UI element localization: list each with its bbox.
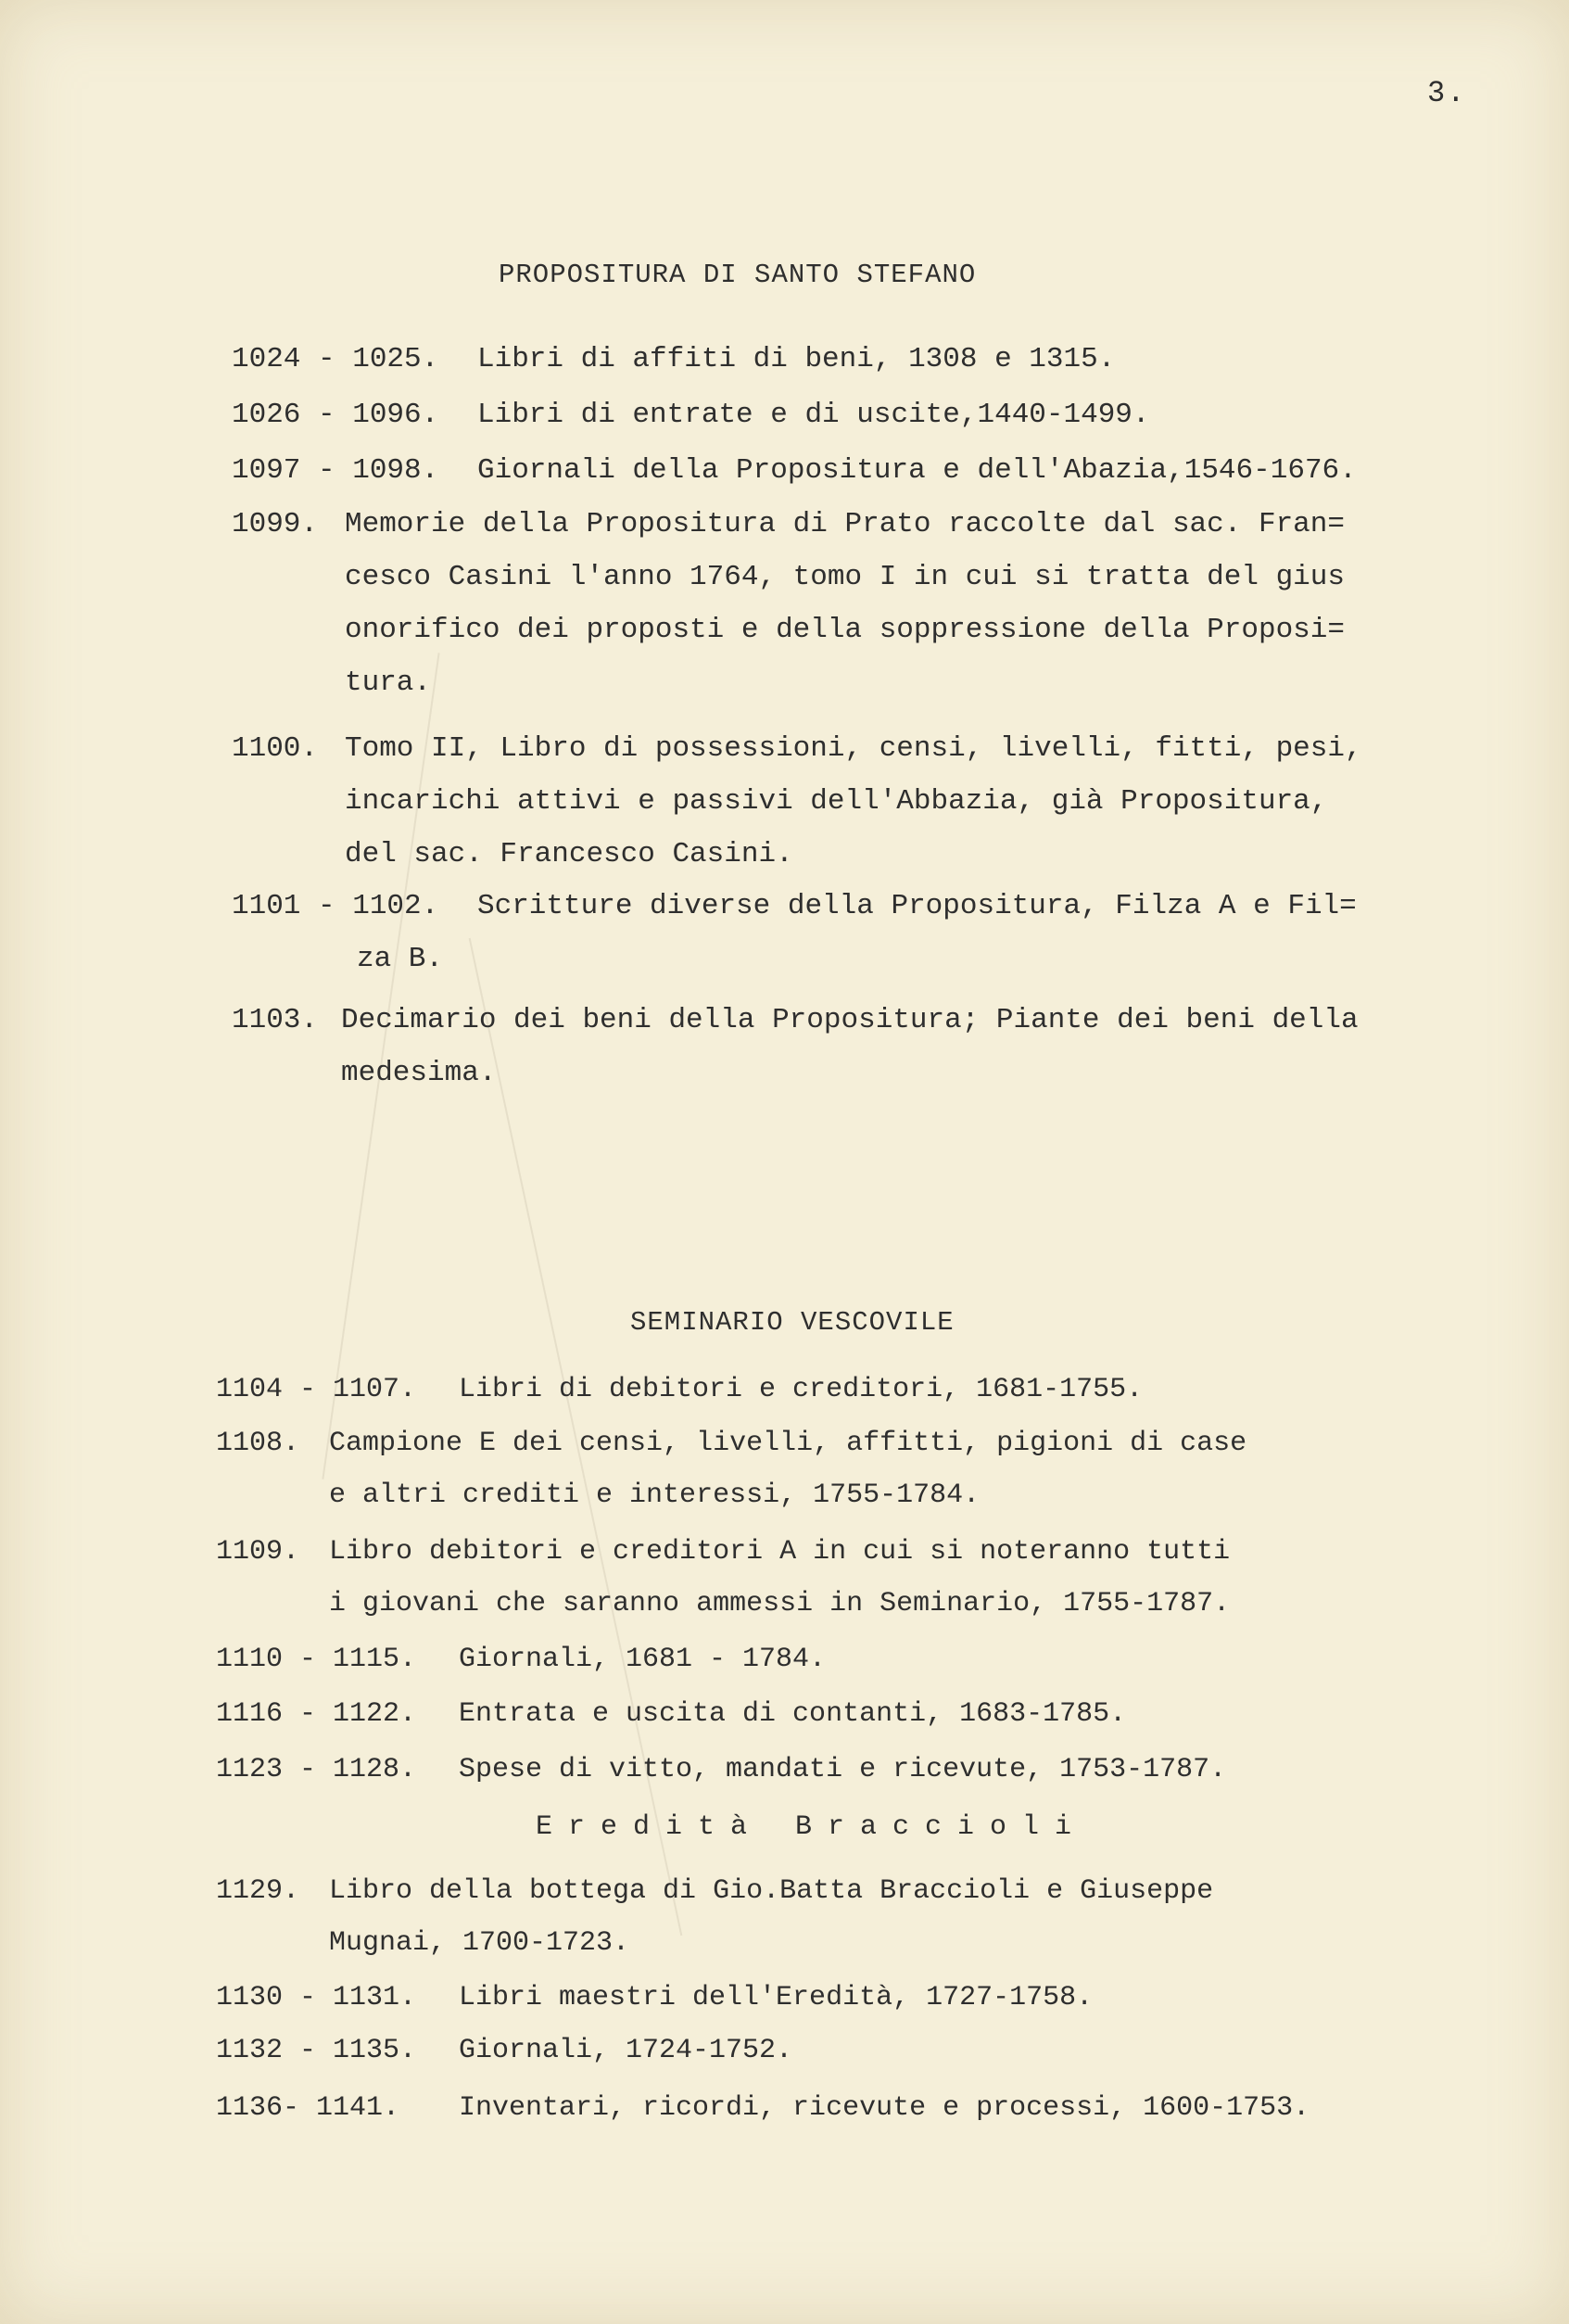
entry-text: onorifico dei proposti e della soppressione della Proposi=	[345, 614, 1345, 646]
entry-number: 1101 - 1102.	[232, 890, 439, 922]
page-number: 3.	[1427, 76, 1467, 110]
entry-text: Libro della bottega di Gio.Batta Braccioli e Giuseppe	[329, 1875, 1214, 1907]
entry-text: Libri maestri dell'Eredità, 1727-1758.	[459, 1982, 1094, 2013]
entry-text: Decimario dei beni della Propositura; Piante dei beni della	[341, 1004, 1359, 1036]
entry-text: Spese di vitto, mandati e ricevute, 1753-1787.	[459, 1754, 1227, 1785]
entry-number: 1116 - 1122.	[216, 1698, 417, 1730]
entry-text: tura.	[345, 667, 432, 699]
entry-text: Memorie della Propositura di Prato raccolte dal sac. Fran=	[345, 508, 1345, 540]
entry-text: za B.	[357, 943, 444, 975]
entry-text: del sac. Francesco Casini.	[345, 838, 793, 870]
entry-number: 1132 - 1135.	[216, 2035, 417, 2066]
entry-text: Giornali, 1724-1752.	[459, 2035, 793, 2066]
entry-text: Libri di entrate e di uscite,1440-1499.	[477, 399, 1150, 431]
entry-text: i giovani che saranno ammessi in Seminario, 1755-1787.	[329, 1588, 1231, 1619]
entry-text: Tomo II, Libro di possessioni, censi, livelli, fitti, pesi,	[345, 732, 1362, 765]
entry-number: 1136- 1141.	[216, 2092, 400, 2124]
entry-number: 1024 - 1025.	[232, 343, 439, 375]
entry-number: 1099.	[232, 508, 319, 540]
entry-text: Mugnai, 1700-1723.	[329, 1927, 630, 1959]
entry-text: Campione E dei censi, livelli, affitti, pigioni di case	[329, 1428, 1247, 1459]
entry-text: Libri di debitori e creditori, 1681-1755.	[459, 1374, 1144, 1405]
entry-number: 1026 - 1096.	[232, 399, 439, 431]
entry-text: Inventari, ricordi, ricevute e processi, 1600-1753.	[459, 2092, 1310, 2124]
entry-number: 1103.	[232, 1004, 319, 1036]
entry-number: 1104 - 1107.	[216, 1374, 417, 1405]
entry-number: 1123 - 1128.	[216, 1754, 417, 1785]
entry-text: Scritture diverse della Propositura, Filza A e Fil=	[477, 890, 1357, 922]
entry-text: Giornali della Propositura e dell'Abazia,1546-1676.	[477, 454, 1357, 487]
entry-text: Giornali, 1681 - 1784.	[459, 1644, 827, 1675]
entry-text: cesco Casini l'anno 1764, tomo I in cui si tratta del gius	[345, 561, 1345, 593]
entry-number: 1129.	[216, 1875, 300, 1907]
entry-text: incarichi attivi e passivi dell'Abbazia, già Propositura,	[345, 785, 1328, 818]
entry-number: 1130 - 1131.	[216, 1982, 417, 2013]
entry-text: Entrata e uscita di contanti, 1683-1785.	[459, 1698, 1127, 1730]
section-title-propositura: PROPOSITURA DI SANTO STEFANO	[499, 260, 977, 290]
entry-number: 1109.	[216, 1536, 300, 1568]
entry-text: e altri crediti e interessi, 1755-1784.	[329, 1479, 981, 1511]
entry-text: Libri di affiti di beni, 1308 e 1315.	[477, 343, 1116, 375]
subheading-eredita-braccioli: Eredità Braccioli	[536, 1811, 1088, 1843]
entry-number: 1110 - 1115.	[216, 1644, 417, 1675]
entry-text: Libro debitori e creditori A in cui si noteranno tutti	[329, 1536, 1231, 1568]
entry-number: 1108.	[216, 1428, 300, 1459]
entry-number: 1100.	[232, 732, 319, 765]
entry-number: 1097 - 1098.	[232, 454, 439, 487]
section-title-seminario: SEMINARIO VESCOVILE	[630, 1307, 955, 1338]
entry-text: medesima.	[341, 1057, 497, 1089]
